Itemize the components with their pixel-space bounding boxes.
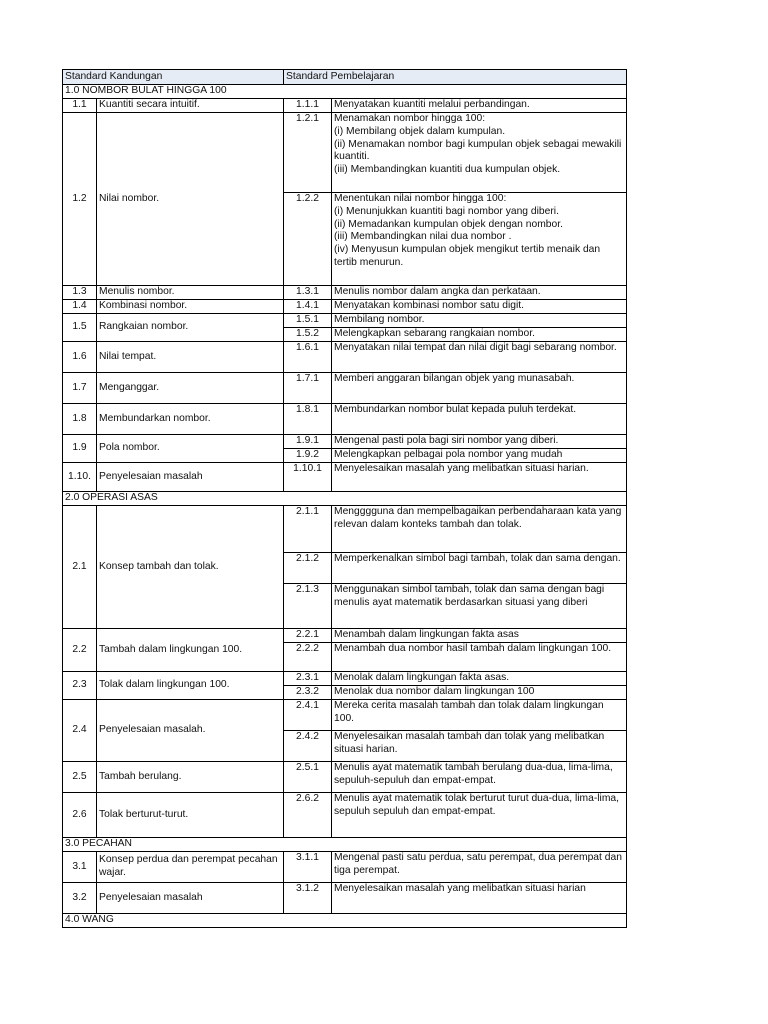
table-row	[63, 463, 627, 492]
table-row	[63, 672, 627, 686]
standard-code: 1.9.2	[284, 449, 332, 463]
topic-number: 1.6	[63, 342, 97, 373]
topic-number: 2.2	[63, 629, 97, 672]
standard-description: Melengkapkan pelbagai pola nombor yang mudah	[332, 449, 627, 463]
standard-description: Menulis nombor dalam angka dan perkataan.	[332, 286, 627, 300]
topic-number: 1.8	[63, 404, 97, 435]
topic-number: 1.1	[63, 99, 97, 113]
section-title: 3.0 PECAHAN	[63, 838, 627, 852]
standard-description: Menolak dua nombor dalam lingkungan 100	[332, 686, 627, 700]
topic-name: Nilai nombor.	[97, 113, 284, 286]
topic-name: Nilai tempat.	[97, 342, 284, 373]
topic-name: Tolak berturut-turut.	[97, 793, 284, 838]
standard-code: 2.2.2	[284, 643, 332, 672]
topic-name: Tolak dalam lingkungan 100.	[97, 672, 284, 700]
section-row	[63, 492, 627, 506]
standard-code: 3.1.1	[284, 852, 332, 883]
standard-code: 2.3.2	[284, 686, 332, 700]
topic-name: Menganggar.	[97, 373, 284, 404]
table-row	[63, 373, 627, 404]
section-title: 4.0 WANG	[63, 914, 627, 928]
standard-code: 1.9.1	[284, 435, 332, 449]
topic-number: 2.5	[63, 762, 97, 793]
standard-description: Menyelesaikan masalah yang melibatkan situasi harian	[332, 883, 627, 914]
topic-name: Kuantiti secara intuitif.	[97, 99, 284, 113]
standard-description: Memperkenalkan simbol bagi tambah, tolak dan sama dengan.	[332, 553, 627, 584]
table-row	[63, 629, 627, 643]
topic-name: Penyelesaian masalah	[97, 463, 284, 492]
standard-code: 1.4.1	[284, 300, 332, 314]
standard-code: 1.5.1	[284, 314, 332, 328]
standard-code: 1.6.1	[284, 342, 332, 373]
topic-name: Membundarkan nombor.	[97, 404, 284, 435]
topic-number: 1.3	[63, 286, 97, 300]
standard-description: Membundarkan nombor bulat kepada puluh terdekat.	[332, 404, 627, 435]
standard-code: 2.4.1	[284, 700, 332, 731]
standard-code: 1.8.1	[284, 404, 332, 435]
table-row	[63, 852, 627, 883]
standard-description: Menambah dua nombor hasil tambah dalam lingkungan 100.	[332, 643, 627, 672]
standard-description: Mengenal pasti satu perdua, satu perempat, dua perempat dan tiga perempat.	[332, 852, 627, 883]
table-row	[63, 435, 627, 449]
standard-code: 1.2.2	[284, 193, 332, 286]
standard-description: Mengenal pasti pola bagi siri nombor yang diberi.	[332, 435, 627, 449]
curriculum-table	[62, 69, 627, 928]
standard-description: Menentukan nilai nombor hingga 100: (i) Menunjukkan kuantiti bagi nombor yang diberi. (ii) Memadankan kumpulan objek dengan nombor. (iii) Membandingkan nilai dua nombor . (iv) Menyusun kumpulan objek mengikut tertib menaik dan tertib menurun.	[332, 193, 627, 286]
table-row	[63, 314, 627, 328]
standard-description: Menolak dalam lingkungan fakta asas.	[332, 672, 627, 686]
topic-number: 3.2	[63, 883, 97, 914]
table-row	[63, 883, 627, 914]
topic-name: Tambah dalam lingkungan 100.	[97, 629, 284, 672]
topic-number: 1.4	[63, 300, 97, 314]
topic-name: Konsep perdua dan perempat pecahan wajar.	[97, 852, 284, 883]
topic-number: 3.1	[63, 852, 97, 883]
header-standard-pembelajaran: Standard Pembelajaran	[284, 70, 627, 85]
standard-code: 2.6.2	[284, 793, 332, 838]
standard-description: Menyelesaikan masalah tambah dan tolak yang melibatkan situasi harian.	[332, 731, 627, 762]
standard-code: 1.2.1	[284, 113, 332, 193]
standard-code: 2.3.1	[284, 672, 332, 686]
topic-name: Tambah berulang.	[97, 762, 284, 793]
standard-code: 2.5.1	[284, 762, 332, 793]
standard-description: Menyatakan nilai tempat dan nilai digit bagi sebarang nombor.	[332, 342, 627, 373]
table-row	[63, 113, 627, 193]
topic-number: 1.10.	[63, 463, 97, 492]
topic-number: 1.7	[63, 373, 97, 404]
standard-description: Menulis ayat matematik tolak berturut turut dua-dua, lima-lima, sepuluh sepuluh dan empat-empat.	[332, 793, 627, 838]
standard-description: Menggunakan simbol tambah, tolak dan sama dengan bagi menulis ayat matematik berdasarkan situasi yang diberi	[332, 584, 627, 629]
standard-code: 2.1.1	[284, 506, 332, 553]
topic-number: 1.9	[63, 435, 97, 463]
topic-number: 1.5	[63, 314, 97, 342]
topic-name: Penyelesaian masalah.	[97, 700, 284, 762]
section-title: 1.0 NOMBOR BULAT HINGGA 100	[63, 85, 627, 99]
topic-number: 2.4	[63, 700, 97, 762]
standard-description: Mengggguna dan mempelbagaikan perbendaharaan kata yang relevan dalam konteks tambah dan tolak.	[332, 506, 627, 553]
standard-code: 2.2.1	[284, 629, 332, 643]
table-row	[63, 99, 627, 113]
standard-description: Menamakan nombor hingga 100: (i) Membilang objek dalam kumpulan. (ii) Menamakan nombor bagi kumpulan objek sebagai mewakili kuantiti. (iii) Membandingkan kuantiti dua kumpulan objek.	[332, 113, 627, 193]
standard-description: Memberi anggaran bilangan objek yang munasabah.	[332, 373, 627, 404]
standard-description: Menulis ayat matematik tambah berulang dua-dua, lima-lima, sepuluh-sepuluh dan empat-empat.	[332, 762, 627, 793]
table-row	[63, 793, 627, 838]
topic-name: Kombinasi nombor.	[97, 300, 284, 314]
standard-description: Menyatakan kuantiti melalui perbandingan.	[332, 99, 627, 113]
standard-code: 1.10.1	[284, 463, 332, 492]
table-row	[63, 700, 627, 731]
header-standard-kandungan: Standard Kandungan	[63, 70, 284, 85]
standard-code: 2.1.3	[284, 584, 332, 629]
standard-code: 1.7.1	[284, 373, 332, 404]
standard-code: 2.4.2	[284, 731, 332, 762]
standard-description: Menyatakan kombinasi nombor satu digit.	[332, 300, 627, 314]
topic-number: 2.1	[63, 506, 97, 629]
standard-description: Menambah dalam lingkungan fakta asas	[332, 629, 627, 643]
table-row	[63, 286, 627, 300]
table-row	[63, 300, 627, 314]
section-row	[63, 85, 627, 99]
standard-code: 1.1.1	[284, 99, 332, 113]
topic-number: 1.2	[63, 113, 97, 286]
topic-number: 2.6	[63, 793, 97, 838]
table-row	[63, 762, 627, 793]
table-header-row	[63, 70, 627, 85]
table-row	[63, 506, 627, 553]
topic-name: Rangkaian nombor.	[97, 314, 284, 342]
standard-code: 3.1.2	[284, 883, 332, 914]
topic-name: Penyelesaian masalah	[97, 883, 284, 914]
standard-description: Membilang nombor.	[332, 314, 627, 328]
standard-code: 2.1.2	[284, 553, 332, 584]
standard-description: Melengkapkan sebarang rangkaian nombor.	[332, 328, 627, 342]
standard-description: Mereka cerita masalah tambah dan tolak dalam lingkungan 100.	[332, 700, 627, 731]
table-row	[63, 342, 627, 373]
topic-name: Konsep tambah dan tolak.	[97, 506, 284, 629]
table-row	[63, 404, 627, 435]
standard-code: 1.5.2	[284, 328, 332, 342]
section-row	[63, 838, 627, 852]
topic-name: Menulis nombor.	[97, 286, 284, 300]
topic-name: Pola nombor.	[97, 435, 284, 463]
standard-description: Menyelesaikan masalah yang melibatkan situasi harian.	[332, 463, 627, 492]
section-title: 2.0 OPERASI ASAS	[63, 492, 627, 506]
topic-number: 2.3	[63, 672, 97, 700]
standard-code: 1.3.1	[284, 286, 332, 300]
section-row	[63, 914, 627, 928]
